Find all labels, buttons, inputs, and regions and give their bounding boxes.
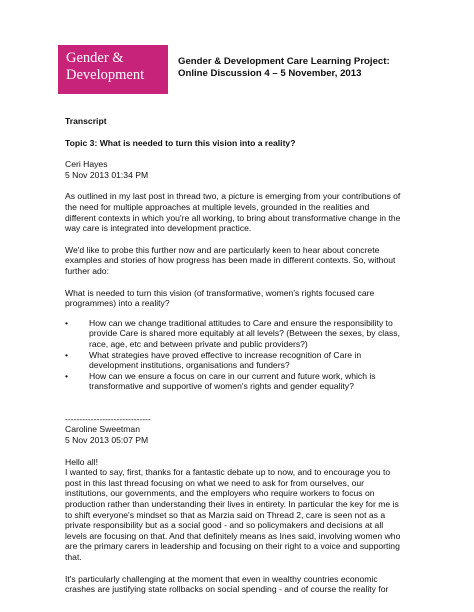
post-author: Ceri Hayes (65, 159, 108, 170)
post-separator: ------------------------------ (65, 413, 151, 424)
text-line: development institutions, organisations and funders? (89, 360, 290, 371)
post-author: Caroline Sweetman (65, 424, 140, 435)
text-line: way care is integrated into development practice. (65, 223, 252, 234)
bullet-icon: • (65, 349, 69, 360)
text-line: further ado: (65, 265, 109, 276)
text-line: As outlined in my last post in thread two, a picture is emerging from your contributions of (65, 191, 401, 202)
bullet-icon: • (65, 370, 69, 381)
text-line: transformative and supportive of women's rights and gender equality? (89, 381, 354, 392)
text-line: institutions, our governments, and the employers who require workers to focus on (65, 488, 375, 499)
text-line: to shift everyone's mindset so that as Marzia said on Thread 2, care is seen not as a (65, 509, 386, 520)
text-line: programmes) into a reality? (65, 298, 170, 309)
text-line: different contexts in which you're all working, to bring about transformative change in the (65, 212, 401, 223)
bullet-icon: • (65, 317, 69, 328)
list-item (65, 371, 417, 392)
text-line: private responsibility but as a social good - and so policymakers and decisions at all (65, 520, 384, 531)
text-line: How can we ensure a focus on care in our current and future work, which is (89, 370, 376, 381)
list-item (65, 350, 417, 371)
transcript-heading: Transcript (65, 116, 107, 126)
question-list (65, 318, 417, 392)
text-line: We'd like to probe this further now and are particularly keen to hear about concrete (65, 244, 380, 255)
text-line: provide Care is shared more equitably at all levels? (Between the sexes, by class, (89, 328, 400, 339)
gender-and-development-logo (58, 45, 168, 94)
text-line: that. (65, 552, 82, 562)
text-line: production rather than understanding their lives in entirety. In particular the key for me is (65, 499, 399, 510)
post-caroline-sweetman (65, 424, 417, 594)
post-greeting: Hello all! (65, 456, 98, 467)
text-line: It's particularly challenging at the moment that even in wealthy countries economic (65, 573, 378, 584)
post-date: 5 Nov 2013 01:34 PM (65, 169, 149, 180)
list-item (65, 318, 417, 350)
text-line: are the primary carers in leadership and focusing on their right to a voice and supporting (65, 541, 400, 552)
paragraph (65, 574, 417, 595)
paragraph (65, 467, 417, 562)
topic-heading: Topic 3: What is needed to turn this vision into a reality? (65, 137, 296, 148)
text-line: levels are focusing on that. And that definitely means as Ines said, involving women who (65, 530, 401, 541)
post-ceri-hayes (65, 159, 417, 392)
transcript-body (65, 116, 417, 595)
text-line: race, age, etc and between private and public providers?) (89, 338, 308, 349)
text-line: What strategies have proved effective to increase recognition of Care in (89, 349, 362, 360)
text-line: the need for multiple approaches at multiple levels, grounded in the realities and (65, 201, 370, 212)
document-header-title (178, 56, 418, 79)
text-line: How can we change traditional attitudes to Care and ensure the responsibility to (89, 317, 393, 328)
paragraph (65, 245, 417, 277)
post-date: 5 Nov 2013 05:07 PM (65, 435, 149, 446)
header-title-line-2: Online Discussion 4 – 5 November, 2013 (178, 67, 362, 79)
paragraph (65, 288, 417, 309)
logo-line-2: Development (66, 67, 145, 83)
text-line: crashes are justifying state rollbacks on social spending - and of course the reality for (65, 584, 389, 595)
header-title-line-1: Gender & Development Care Learning Project: (178, 56, 390, 67)
text-line: What is needed to turn this vision (of transformative, women's rights focused care (65, 287, 375, 298)
text-line: post in this last thread focusing on what we need to ask for from ourselves, our (65, 477, 365, 488)
text-line: I wanted to say, first, thanks for a fantastic debate up to now, and to encourage you to (65, 467, 391, 478)
text-line: examples and stories of how progress has been made in different contexts. So, without (65, 255, 396, 266)
paragraph (65, 191, 417, 233)
logo-line-1: Gender & (66, 50, 124, 66)
